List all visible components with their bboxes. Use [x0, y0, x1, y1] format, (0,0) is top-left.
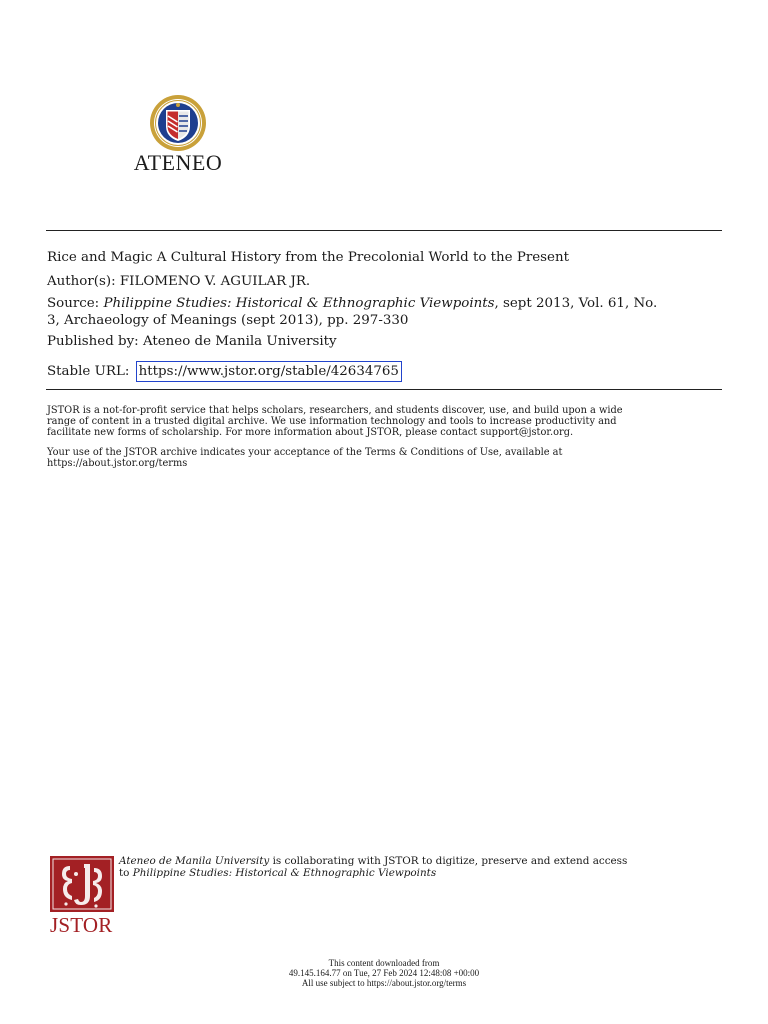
- ateneo-seal-icon: [149, 94, 207, 152]
- collaboration-statement: [119, 855, 739, 879]
- download-line-1: This content downloaded from: [328, 958, 440, 968]
- terms-notice: [47, 447, 727, 469]
- source-details-1: , sept 2013, Vol. 61, No.: [494, 296, 658, 311]
- stable-url-label: Stable URL:: [47, 364, 130, 379]
- ateneo-logo: [118, 92, 238, 175]
- jstor-wordmark: JSTOR: [50, 913, 113, 937]
- article-title-text: Rice and Magic A Cultural History from the Precolonial World to the Present: [47, 250, 569, 265]
- notice-line-3: facilitate new forms of scholarship. For more information about JSTOR, please contact support@jstor.org.: [47, 427, 574, 438]
- collab-journal: Philippine Studies: Historical & Ethnographic Viewpoints: [132, 867, 437, 879]
- jstor-mark-icon: [50, 856, 114, 912]
- collab-institution: Ateneo de Manila University: [119, 855, 270, 867]
- download-info: [0, 958, 768, 988]
- middle-divider: [46, 389, 722, 390]
- collab-text: is collaborating with JSTOR to digitize, preserve and extend access: [272, 855, 628, 867]
- published-label: Published by:: [47, 334, 139, 349]
- article-stable-url: [47, 361, 727, 382]
- source-label: Source:: [47, 296, 100, 311]
- download-line-2: 49.145.164.77 on Tue, 27 Feb 2024 12:48:08 +00:00: [288, 968, 480, 978]
- terms-line-1: Your use of the JSTOR archive indicates your acceptance of the Terms & Conditions of Use, available at: [47, 447, 563, 458]
- article-title: [47, 249, 727, 266]
- ateneo-wordmark: ATENEO: [133, 150, 223, 175]
- top-divider: [46, 230, 722, 231]
- article-publisher: [47, 333, 727, 350]
- notice-line-2: range of content in a trusted digital archive. We use information technology and tools to increase productivity and: [47, 416, 617, 427]
- source-journal: Philippine Studies: Historical & Ethnographic Viewpoints: [103, 296, 495, 311]
- source-details-2: 3, Archaeology of Meanings (sept 2013), pp. 297-330: [47, 313, 409, 328]
- notice-line-1: JSTOR is a not-for-profit service that helps scholars, researchers, and students discover, use, and build upon a wide: [47, 405, 623, 416]
- article-source: [47, 295, 727, 329]
- publisher-name: Ateneo de Manila University: [142, 334, 337, 349]
- author-label: Author(s):: [47, 274, 116, 289]
- article-author: [47, 273, 727, 290]
- collab-to: to: [119, 867, 130, 879]
- author-name: FILOMENO V. AGUILAR JR.: [119, 274, 311, 289]
- terms-line-2: https://about.jstor.org/terms: [47, 458, 188, 469]
- stable-url-link[interactable]: https://www.jstor.org/stable/42634765: [136, 361, 402, 382]
- download-line-3: All use subject to https://about.jstor.org/terms: [301, 978, 467, 988]
- jstor-notice: [47, 405, 727, 438]
- jstor-logo: [50, 856, 116, 936]
